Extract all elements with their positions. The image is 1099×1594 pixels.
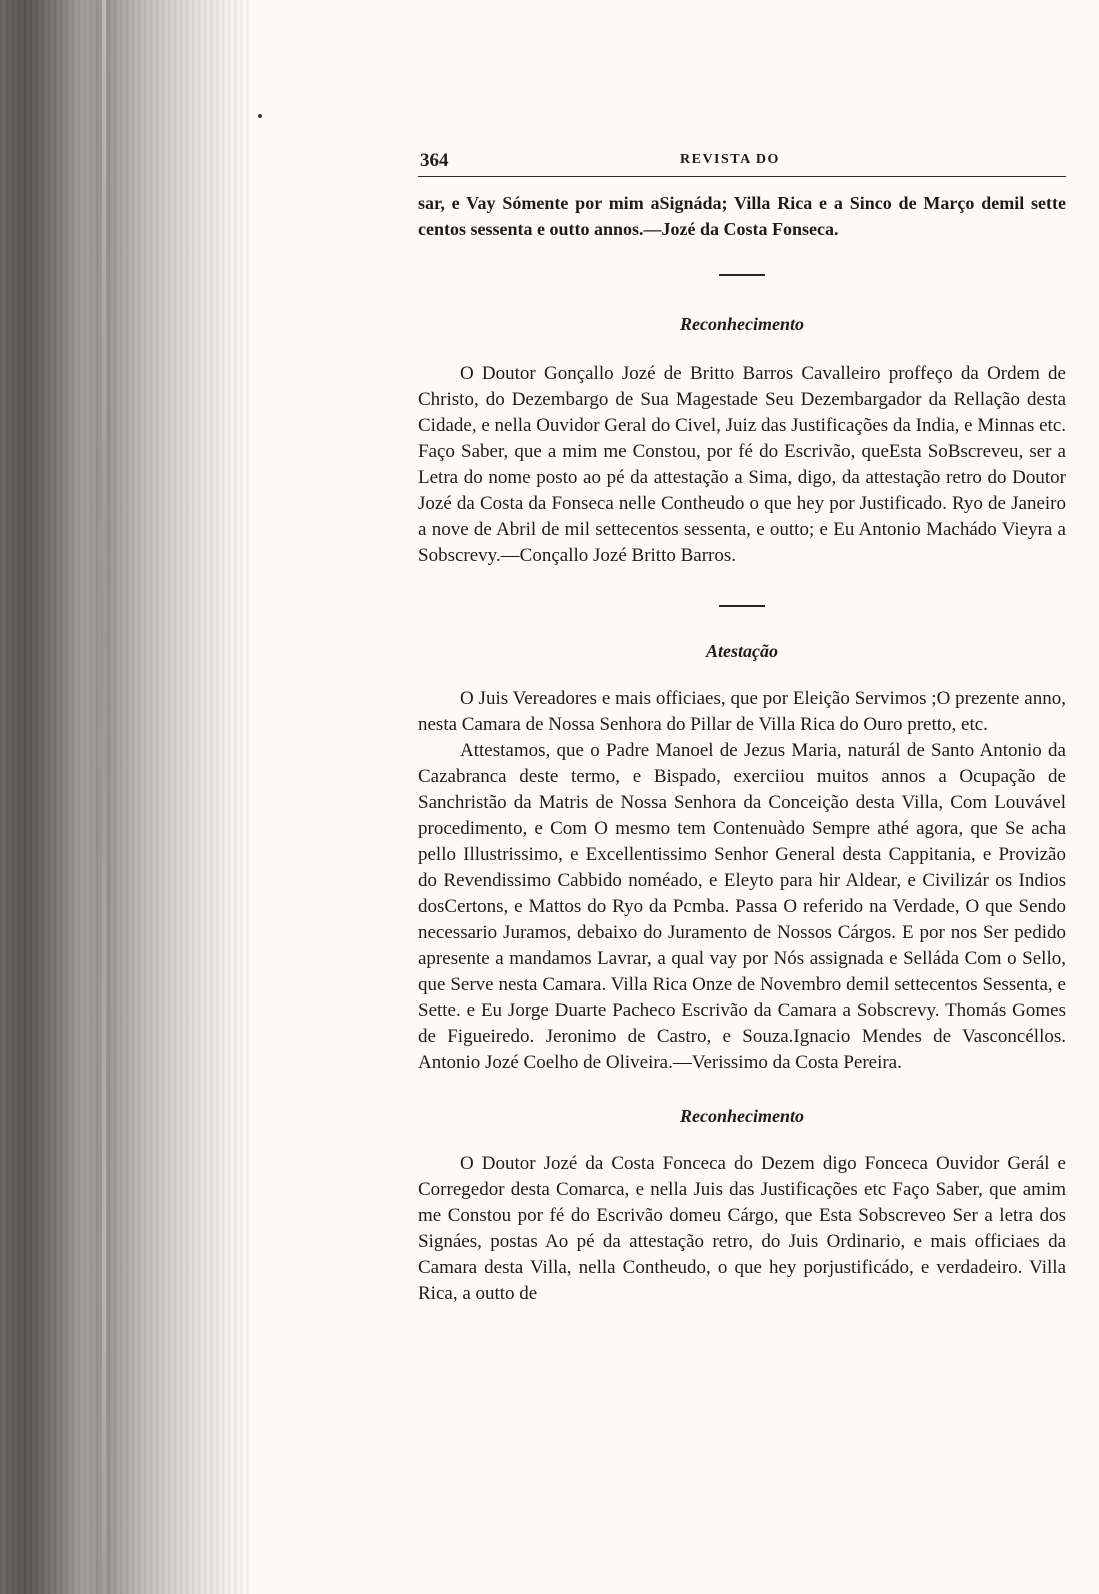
- section-title-reconhecimento-1: Reconhecimento: [680, 314, 804, 334]
- binding-fold-line: [102, 0, 106, 1594]
- section-divider: [719, 274, 765, 276]
- journal-title: REVISTA DO: [680, 152, 780, 167]
- paragraph-reconhecimento-1: O Doutor Gonçallo Jozé de Britto Barros Cavalleiro proffeço da Ordem de Christo, do Dezembargo de Sua Magestade Seu Dezembargador da Rellação desta Cidade, e nella Ouvidor Geral do Civel, Juiz das Justificações da India, e Minnas etc. Faço Saber, que a mim me Constou, por fé do Escrivão, queEsta SoBscreveu, ser a Letra do nome posto ao pé da attestação a Sima, digo, da attestação retro do Doutor Jozé da Costa da Fonseca nelle Contheudo o que hey por Justificado. Ryo de Janeiro a nove de Abril de mil settecentos sessenta, e outto; e Eu Antonio Machádo Vieyra a Sobscrevy.—Conçallo Jozé Britto Barros.: [418, 363, 1066, 566]
- paragraph-atestacao-body: Attestamos, que o Padre Manoel de Jezus Maria, naturál de Santo Antonio da Cazabranca deste termo, e Bispado, exerciiou muitos annos a Ocupação de Sanchristão da Matris de Nossa Senhora da Conceição desta Villa, Com Louvável procedimento, e Com O mesmo tem Contenuàdo Sempre athé agora, que Se acha pello Illustrissimo, e Excellentissimo Senhor General desta Cappitania, e Provizão do Revendissimo Cabbido noméado, e Eleyto para hir Aldear, e Civilizár os Indios dosCertons, e Mattos do Ryo da Pcmba. Passa O referido na Verdade, O que Sendo necessario Juramos, debaixo do Juramento de Nossos Cárgos. E por nos Ser pedido apresente a mandamos Lavrar, a qual vay por Nós assignada e Selláda Com o Sello, que Serve nesta Camara. Villa Rica Onze de Novembro demil settecentos Sessenta, e Sette. e Eu Jorge Duarte Pacheco Escrivão da Camara a Sobscrevy. Thomás Gomes de Figueiredo. Jeronimo de Castro, e Souza.Ignacio Mendes de Vasconcéllos. Antonio Jozé Coelho de Oliveira.—Verissimo da Costa Pereira.: [418, 740, 1066, 1073]
- scan-speck: [258, 114, 262, 118]
- scanned-binding-edge: [0, 0, 250, 1594]
- section-title-reconhecimento-2: Reconhecimento: [680, 1106, 804, 1126]
- section-divider: [719, 605, 765, 607]
- page-number: 364: [420, 150, 449, 171]
- body-text: [418, 190, 1066, 1307]
- paragraph-atestacao-intro: O Juis Vereadores e mais officiaes, que por Eleição Servimos ;O prezente anno, nesta Camara de Nossa Senhora do Pillar de Villa Rica do Ouro pretto, etc.: [418, 688, 1066, 735]
- section-title-atestacao: Atestação: [706, 641, 778, 661]
- running-header: [418, 146, 1066, 177]
- paragraph-reconhecimento-2: O Doutor Jozé da Costa Fonceca do Dezem digo Fonceca Ouvidor Gerál e Corregedor desta Comarca, e nella Juis das Justificações etc Faço Saber, que amim me Constou por fé do Escrivão domeu Cárgo, que Esta Sobscreveo Ser a letra dos Signáes, postas Ao pé da attestação retro, do Juis Ordinario, e mais officiaes da Camara desta Villa, nella Contheudo, o que hey porjustificádo, e verdadeiro. Villa Rica, a outto de: [418, 1153, 1066, 1304]
- opening-paragraph: sar, e Vay Sómente por mim aSignáda; Villa Rica e a Sinco de Março demil sette centos sessenta e outto annos.—Jozé da Costa Fonseca.: [418, 193, 1066, 239]
